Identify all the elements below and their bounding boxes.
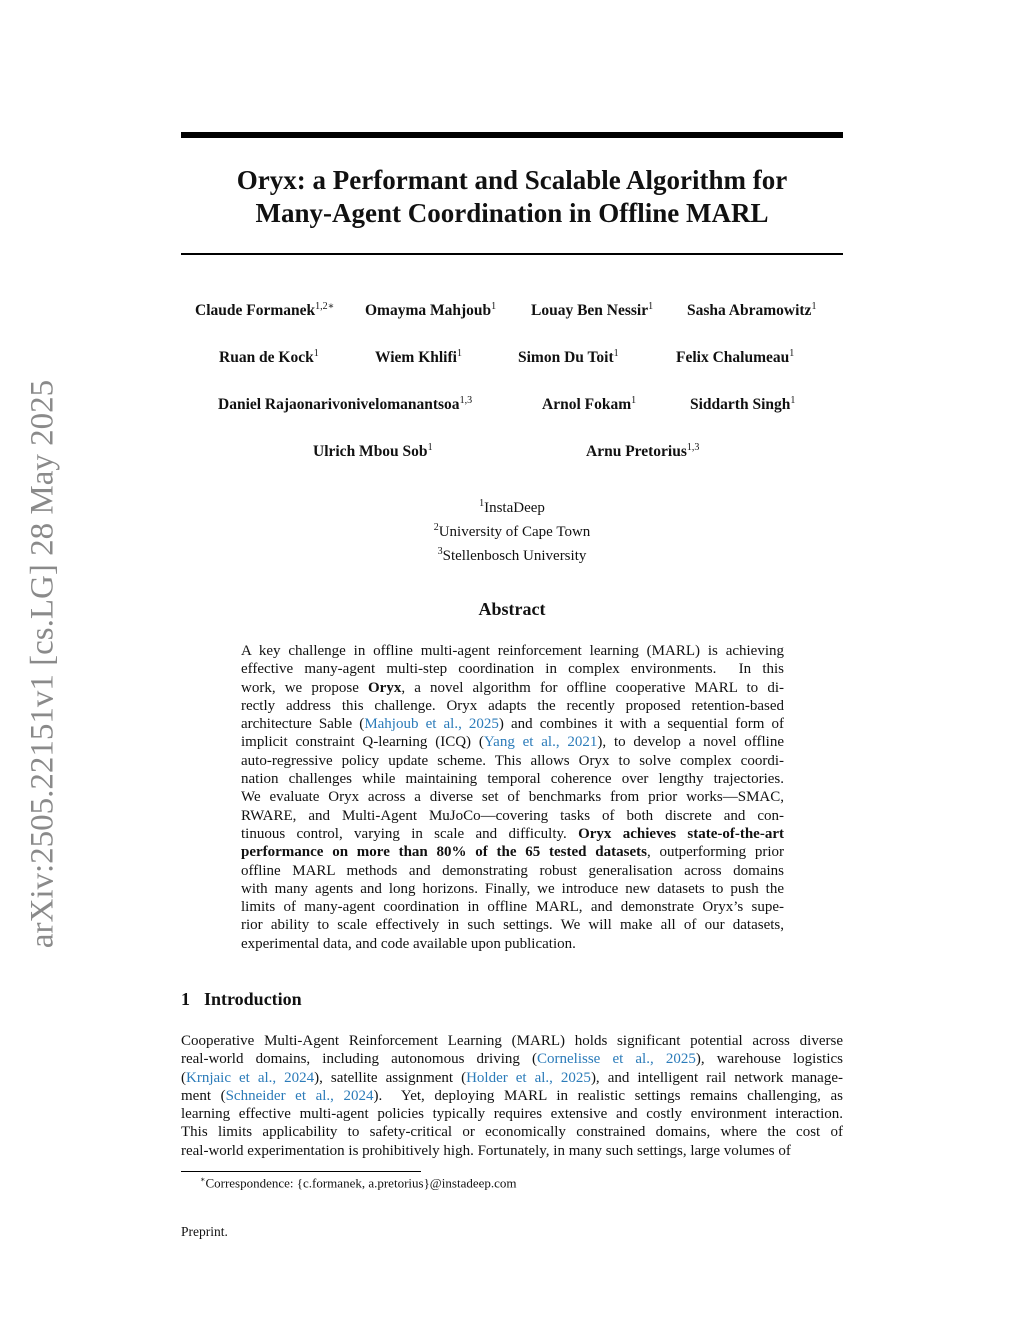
author [687, 301, 816, 320]
text-line [241, 898, 784, 916]
text-line [241, 807, 784, 825]
author [531, 301, 653, 320]
text-span: , outperforming prior [646, 844, 784, 861]
text-line [241, 935, 784, 953]
author-affiliation-mark: 1 [631, 395, 637, 406]
paper-title [181, 164, 843, 230]
text-line [241, 788, 784, 806]
text-span: with many agents and long horizons. Finally, we introduce new datasets to push the [241, 880, 784, 897]
text-span: learning effective multi-agent policies typically requires extensive and costly environment interaction. [181, 1106, 843, 1123]
text-span: real-world experimentation is prohibitively high. Fortunately, in many such settings, large volumes of [181, 1142, 791, 1159]
author-affiliation-mark: 1 [456, 348, 462, 359]
text-span: ( [181, 1069, 186, 1086]
text-span: A key challenge in offline multi-agent reinforcement learning (MARL) is achieving [241, 643, 784, 659]
footnote [200, 1175, 517, 1191]
bold-text: performance on more than 80% of the 65 tested datasets [241, 844, 647, 861]
citation-link[interactable]: Schneider et al., 2024 [225, 1087, 374, 1104]
text-line [241, 843, 784, 861]
author-affiliation-mark: 1 [313, 348, 319, 359]
author-affiliation-mark: 1,2∗ [315, 301, 335, 312]
text-line [181, 1105, 843, 1123]
text-span: implicit constraint Q-learning (ICQ) ( [241, 734, 484, 751]
author-affiliation-mark: 1 [427, 442, 433, 453]
text-line [181, 1050, 843, 1068]
text-line [241, 715, 784, 733]
section-title: Introduction [204, 989, 302, 1009]
text-span: architecture Sable ( [241, 716, 365, 733]
text-line [181, 1087, 843, 1105]
author [365, 301, 496, 320]
author-affiliation-mark: 1,3 [459, 395, 473, 406]
footnote-text: Correspondence: {c.formanek, a.pretorius}@instadeep.com [205, 1175, 517, 1191]
author [676, 348, 794, 367]
title-bottom-rule [181, 253, 843, 255]
affiliation-name: InstaDeep [484, 500, 545, 516]
author-affiliation-mark: 1 [491, 301, 497, 312]
footer-preprint: Preprint. [181, 1224, 228, 1239]
text-span: ). Yet, deploying MARL in realistic settings remains challenging, as [373, 1087, 843, 1104]
text-span: ), to develop a novel offline [597, 734, 785, 751]
text-span: rectly address this challenge. Oryx adapts the recently proposed retention-based [241, 697, 784, 714]
affiliation-mark: 3 [437, 546, 443, 557]
text-line [241, 679, 784, 697]
text-line [241, 916, 784, 934]
section-number: 1 [181, 989, 190, 1009]
text-line [241, 642, 784, 660]
affiliation [181, 518, 843, 542]
abstract-body [241, 642, 784, 953]
bold-text: Oryx [368, 679, 402, 696]
affiliation-name: University of Cape Town [438, 524, 591, 540]
author [195, 301, 334, 320]
affiliation [181, 494, 843, 518]
top-rule [181, 132, 843, 138]
affiliation [181, 542, 843, 566]
author [219, 348, 319, 367]
citation-link[interactable]: Mahjoub et al., 2025 [364, 716, 499, 733]
text-span: real-world domains, including autonomous driving ( [181, 1051, 537, 1068]
text-line [181, 1032, 843, 1050]
section-heading [181, 989, 302, 1010]
author-name: Arnu Pretorius [586, 443, 687, 461]
text-line [241, 862, 784, 880]
author-name: Felix Chalumeau [676, 349, 790, 367]
author [586, 442, 699, 461]
text-span: nation challenges while maintaining temporal coherence over lengthy trajectories. [241, 771, 784, 788]
author-name: Siddarth Singh [690, 396, 791, 414]
text-line [241, 752, 784, 770]
text-span: ), and intelligent rail network manage- [590, 1069, 843, 1086]
footnote-rule [181, 1171, 421, 1172]
citation-link[interactable]: Krnjaic et al., 2024 [186, 1069, 315, 1086]
author-name: Wiem Khlifi [375, 349, 457, 367]
author [313, 442, 433, 461]
author-affiliation-mark: 1 [648, 301, 654, 312]
author-name: Simon Du Toit [518, 349, 614, 367]
affiliation-mark: 2 [433, 522, 439, 533]
author [518, 348, 619, 367]
author-name: Ulrich Mbou Sob [313, 443, 428, 461]
text-line [241, 880, 784, 898]
text-span: ) and combines it with a sequential form of [498, 716, 784, 733]
author [375, 348, 462, 367]
author-name: Omayma Mahjoub [365, 302, 492, 320]
affiliation-mark: 1 [479, 498, 485, 509]
text-line [241, 733, 784, 751]
affiliations [181, 494, 843, 566]
footnote-mark: ∗ [200, 1175, 206, 1184]
text-line [181, 1069, 843, 1087]
text-span: ), satellite assignment ( [314, 1069, 467, 1086]
text-span: auto-regressive policy update scheme. This allows Oryx to solve complex coordi- [241, 752, 784, 769]
author-affiliation-mark: 1 [613, 348, 619, 359]
author-affiliation-mark: 1 [790, 395, 796, 406]
text-line [241, 825, 784, 843]
citation-link[interactable]: Cornelisse et al., 2025 [537, 1051, 696, 1068]
text-span: ), warehouse logistics [695, 1051, 843, 1068]
text-span: work, we propose [241, 679, 368, 696]
text-span: offline MARL methods and demonstrating robust generalisation across domains [241, 862, 784, 879]
affiliation-name: Stellenbosch University [442, 548, 587, 564]
text-span: limits of many-agent coordination in offline MARL, and demonstrate Oryx’s supe- [241, 899, 784, 916]
text-span: We evaluate Oryx across a diverse set of benchmarks from prior works—SMAC, [241, 789, 784, 806]
author [690, 395, 795, 414]
text-line [181, 1123, 843, 1141]
text-line [181, 1142, 843, 1160]
author-affiliation-mark: 1,3 [686, 442, 700, 453]
text-span: ment ( [181, 1087, 226, 1104]
author-name: Ruan de Kock [219, 349, 314, 367]
author-name: Arnol Fokam [542, 396, 632, 414]
text-span: effective many-agent multi-step coordination in complex environments. In this [241, 661, 784, 678]
introduction-body [181, 1032, 843, 1160]
arxiv-identifier: arXiv:2505.22151v1 [cs.LG] 28 May 2025 [24, 379, 61, 949]
author [542, 395, 636, 414]
text-line [241, 770, 784, 788]
author-affiliation-mark: 1 [789, 348, 795, 359]
text-span: , a novel algorithm for offline cooperative MARL to di- [401, 679, 784, 696]
citation-link[interactable]: Holder et al., 2025 [466, 1069, 591, 1086]
title-line-1: Oryx: a Performant and Scalable Algorithm for [236, 165, 788, 195]
text-line [241, 660, 784, 678]
citation-link[interactable]: Yang et al., 2021 [483, 734, 598, 751]
author [218, 395, 472, 414]
text-span: RWARE, and Multi-Agent MuJoCo—covering tasks of both discrete and con- [241, 807, 784, 824]
text-span: experimental data, and code available upon publication. [241, 935, 576, 952]
text-span: This limits applicability to safety-critical or economically constrained domains, where the cost of [181, 1124, 843, 1141]
text-line [241, 697, 784, 715]
author-name: Sasha Abramowitz [687, 302, 812, 320]
text-span: rior ability to scale effectively in such settings. We will make all of our datasets, [241, 917, 784, 934]
author-name: Daniel Rajaonarivonivelomanantsoa [218, 396, 460, 414]
author-name: Claude Formanek [195, 302, 316, 320]
abstract-heading: Abstract [478, 599, 546, 619]
author-name: Louay Ben Nessir [531, 302, 649, 320]
text-span: tinuous control, varying in scale and difficulty. [241, 825, 579, 842]
title-line-2: Many-Agent Coordination in Offline MARL [255, 198, 769, 228]
text-span: Cooperative Multi-Agent Reinforcement Learning (MARL) holds significant potential across diverse [181, 1033, 843, 1049]
author-affiliation-mark: 1 [811, 301, 817, 312]
bold-text: Oryx achieves state-of-the-art [578, 825, 784, 842]
